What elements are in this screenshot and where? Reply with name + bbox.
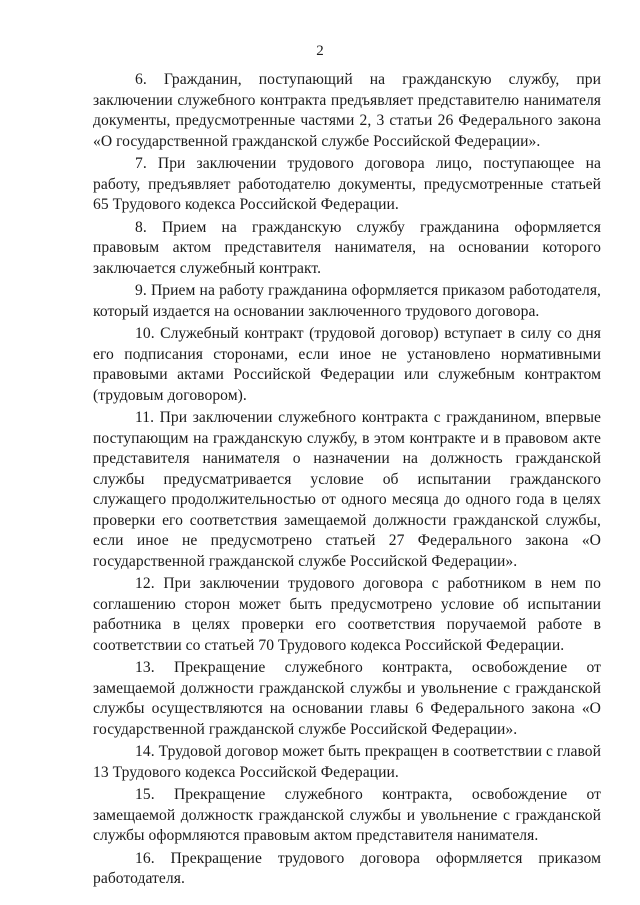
document-body bbox=[93, 70, 601, 892]
paragraph-14: 14. Трудовой договор может быть прекращен в соответствии с главой 13 Трудового кодекса Российской Федерации. bbox=[93, 743, 601, 781]
paragraph-7: 7. При заключении трудового договора лицо, поступающее на работу, предъявляет работодателю документы, предусмотренные статьей 65 Трудового кодекса Российской Федерации. bbox=[93, 155, 601, 213]
paragraph-9: 9. Прием на работу гражданина оформляется приказом работодателя, который издается на основании заключенного трудового договора. bbox=[93, 282, 601, 320]
paragraph-13: 13. Прекращение служебного контракта, освобождение от замещаемой должности гражданской службы и увольнение с гражданской службы осуществляются на основании главы 6 Федерального закона «О государственной гражданской службе Российской Федерации». bbox=[93, 659, 601, 738]
paragraph-16: 16. Прекращение трудового договора оформляется приказом работодателя. bbox=[93, 849, 601, 887]
paragraph-15: 15. Прекращение служебного контракта, освобождение от замещаемой должностк гражданской службы и увольнение с гражданской службы оформляются правовым актом представителя нанимателя. bbox=[93, 786, 601, 844]
paragraph-10: 10. Служебный контракт (трудовой договор) вступает в силу со дня его подписания сторонами, если иное не установлено нормативными правовыми актами Российской Федерации или служебным контрактом (трудовым договором). bbox=[93, 325, 601, 404]
page-number: 2 bbox=[316, 43, 324, 59]
paragraph-6: 6. Гражданин, поступающий на гражданскую службу, при заключении служебного контракта предъявляет представителю нанимателя документы, предусмотренные частями 2, 3 статьи 26 Федерального закона «О государственной гражданской службе Российской Федерации». bbox=[93, 71, 601, 150]
paragraph-11: 11. При заключении служебного контракта с гражданином, впервые поступающим на гражданскую службу, в этом контракте и в правовом акте представителя нанимателя о назначении на должность гражданской службы предусматривается условие об испытании гражданского служащего продолжительностью от одного месяца до одного года в целях проверки его соответствия замещаемой должности гражданской службы, если иное не предусмотрено статьей 27 Федерального закона «О государственной гражданской службе Российской Федерации». bbox=[93, 409, 601, 570]
paragraph-12: 12. При заключении трудового договора с работником в нем по соглашению сторон может быть предусмотрено условие об испытании работника в целях проверки его соответствия поручаемой работе в соответствии со статьей 70 Трудового кодекса Российской Федерации. bbox=[93, 575, 601, 654]
paragraph-8: 8. Прием на гражданскую службу гражданина оформляется правовым актом представителя нанимателя, на основании которого заключается служебный контракт. bbox=[93, 218, 601, 277]
